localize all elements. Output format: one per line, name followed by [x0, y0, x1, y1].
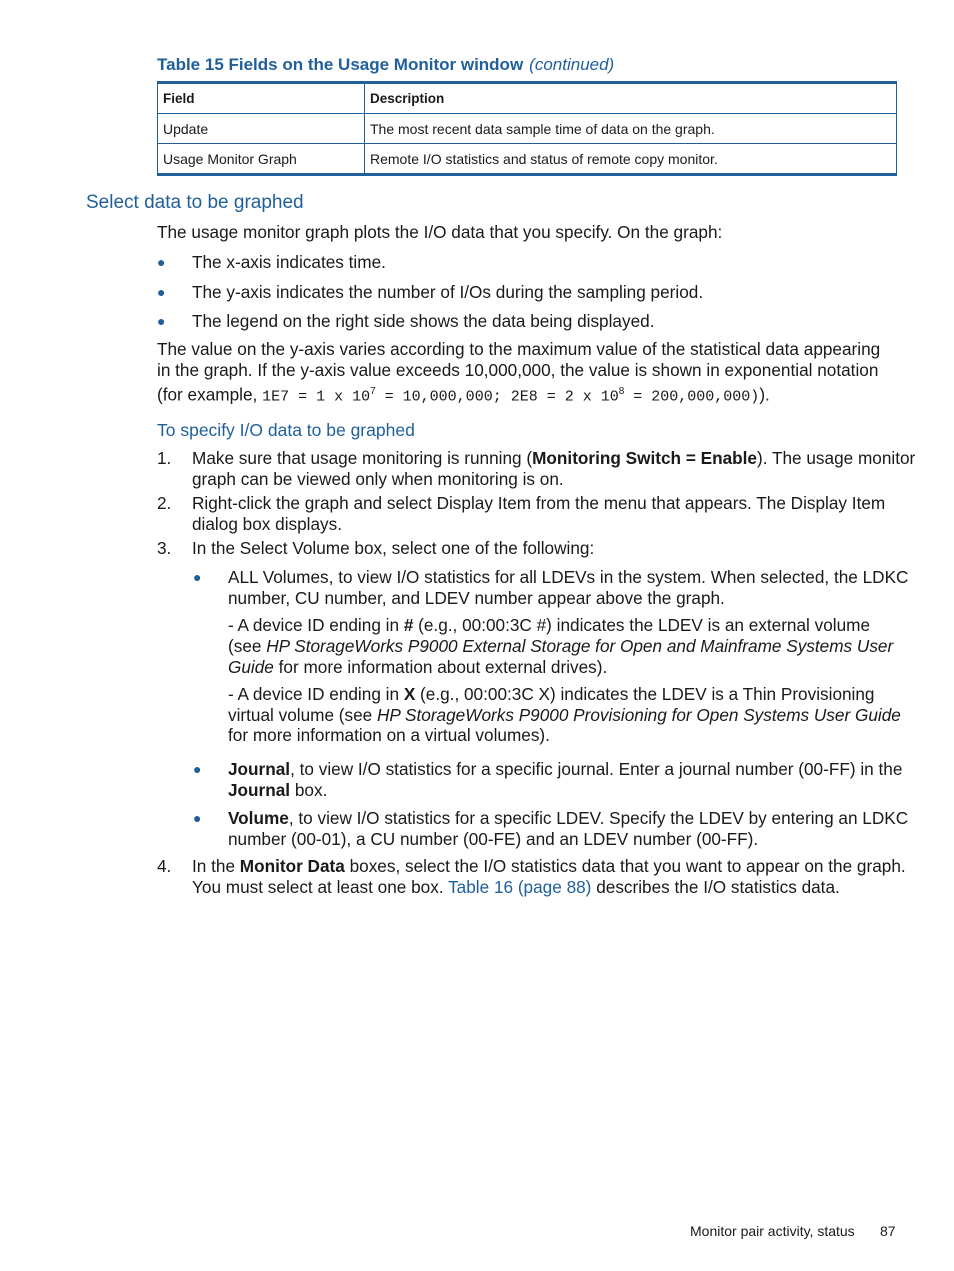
table-cell-description: The most recent data sample time of data on the graph.	[365, 114, 897, 144]
page-number: 87	[880, 1223, 896, 1239]
journal-line1	[228, 759, 902, 780]
step4-l2-pre: You must select at least one box.	[192, 877, 449, 897]
journal-l2-bold: Journal	[228, 780, 291, 800]
thin-volume-line1	[228, 684, 875, 705]
bullet-dot-icon: ●	[157, 254, 166, 270]
step-number: 2.	[157, 493, 172, 513]
step4-pre: In the	[192, 856, 240, 876]
bullet-dot-icon: ●	[157, 284, 166, 300]
step-number: 3.	[157, 538, 172, 558]
external-volume-line1	[228, 615, 870, 636]
table-row	[158, 114, 897, 144]
table-cell-field: Update	[158, 114, 365, 144]
yaxis-example-code-b: = 10,000,000; 2E8 = 2 x 10	[375, 388, 619, 406]
yaxis-example-suffix: ).	[759, 384, 770, 405]
intro-paragraph: The usage monitor graph plots the I/O data that you specify. On the graph:	[157, 222, 723, 242]
table16-link[interactable]: Table 16 (page 88)	[448, 877, 592, 897]
step1-text-post: ). The usage monitor	[757, 448, 916, 468]
step4-l2-post: describes the I/O statistics data.	[591, 877, 840, 897]
journal-post: , to view I/O statistics for a specific journal. Enter a journal number (00-FF) in the	[290, 759, 903, 779]
table-caption-label: Table 15 Fields on the Usage Monitor window	[157, 55, 524, 74]
table-cell-description: Remote I/O statistics and status of remote copy monitor.	[365, 144, 897, 175]
volume-post: , to view I/O statistics for a specific LDEV. Specify the LDEV by entering an LDKC	[288, 808, 909, 828]
external-volume-l3-post: for more information about external drives).	[273, 657, 608, 677]
thin-volume-line3: for more information on a virtual volumes).	[228, 725, 550, 745]
yaxis-example-sup-b: 8	[618, 386, 625, 397]
axis-bullet-legend: The legend on the right side shows the data being displayed.	[192, 311, 655, 331]
thin-volume-bold: X	[403, 684, 416, 704]
bullet-dot-icon: ●	[193, 569, 202, 585]
yaxis-example-code-a: 1E7 = 1 x 10	[262, 388, 371, 406]
journal-bold: Journal	[228, 759, 291, 779]
volume-line1	[228, 808, 908, 829]
table-header-field: Field	[158, 83, 365, 114]
table-header-description: Description	[365, 83, 897, 114]
footer-section-title: Monitor pair activity, status	[690, 1223, 855, 1239]
axis-bullet-y: The y-axis indicates the number of I/Os during the sampling period.	[192, 282, 704, 302]
step-number: 4.	[157, 856, 172, 876]
table-caption	[157, 55, 614, 75]
journal-line2	[228, 780, 327, 801]
step4-line2	[192, 877, 840, 898]
table-row	[158, 144, 897, 175]
step1-line1	[192, 448, 915, 469]
journal-l2-post: box.	[290, 780, 328, 800]
step4-post: boxes, select the I/O statistics data that you want to appear on the graph.	[344, 856, 906, 876]
step4-line1	[192, 856, 906, 877]
step1-text-bold: Monitoring Switch = Enable	[532, 448, 757, 468]
volume-line2: number (00-01), a CU number (00-FE) and an LDEV number (00-FF).	[228, 829, 759, 849]
yaxis-example-sup-a: 7	[370, 386, 376, 397]
all-volumes-line1: ALL Volumes, to view I/O statistics for all LDEVs in the system. When selected, the LDKC	[228, 567, 909, 587]
procedure-heading: To specify I/O data to be graphed	[157, 420, 415, 440]
external-volume-l2-pre: (see	[228, 636, 267, 656]
table-header-row	[158, 83, 897, 114]
provisioning-guide-title: HP StorageWorks P9000 Provisioning for Open Systems User Guide	[377, 705, 901, 725]
bullet-dot-icon: ●	[193, 810, 202, 826]
external-volume-post: (e.g., 00:00:3C #) indicates the LDEV is an external volume	[413, 615, 871, 635]
axis-bullet-x: The x-axis indicates time.	[192, 252, 386, 272]
yaxis-example-prefix: (for example,	[157, 384, 263, 405]
volume-bold: Volume	[228, 808, 289, 828]
step-number: 1.	[157, 448, 172, 468]
yaxis-paragraph-line3	[157, 381, 770, 408]
external-volume-line2	[228, 636, 893, 657]
yaxis-paragraph-line1: The value on the y-axis varies according to the maximum value of the statistical data appearing	[157, 339, 881, 359]
external-guide-title-end: Guide	[228, 657, 274, 677]
thin-volume-l2-pre: virtual volume (see	[228, 705, 378, 725]
table-cell-field: Usage Monitor Graph	[158, 144, 365, 175]
thin-volume-post: (e.g., 00:00:3C X) indicates the LDEV is a Thin Provisioning	[415, 684, 875, 704]
step2-line1: Right-click the graph and select Display Item from the menu that appears. The Display Item	[192, 493, 886, 513]
external-volume-line3	[228, 657, 607, 678]
step1-line2: graph can be viewed only when monitoring is on.	[192, 469, 564, 489]
step1-text-pre: Make sure that usage monitoring is running (	[192, 448, 533, 468]
bullet-dot-icon: ●	[157, 313, 166, 329]
bullet-dot-icon: ●	[193, 761, 202, 777]
step4-bold: Monitor Data	[239, 856, 345, 876]
step2-line2: dialog box displays.	[192, 514, 343, 534]
external-volume-bold: #	[403, 615, 414, 635]
step3-text: In the Select Volume box, select one of the following:	[192, 538, 595, 558]
table-caption-continued: (continued)	[529, 55, 615, 74]
thin-volume-pre: - A device ID ending in	[228, 684, 404, 704]
external-guide-title: HP StorageWorks P9000 External Storage for Open and Mainframe Systems User	[266, 636, 894, 656]
external-volume-pre: - A device ID ending in	[228, 615, 404, 635]
section-heading: Select data to be graphed	[86, 192, 304, 213]
fields-table	[157, 81, 897, 176]
thin-volume-line2	[228, 705, 901, 726]
all-volumes-line2: number, CU number, and LDEV number appear above the graph.	[228, 588, 725, 608]
yaxis-example-code-c: = 200,000,000)	[624, 388, 760, 406]
yaxis-paragraph-line2: in the graph. If the y-axis value exceeds 10,000,000, the value is shown in exponential notation	[157, 360, 879, 380]
